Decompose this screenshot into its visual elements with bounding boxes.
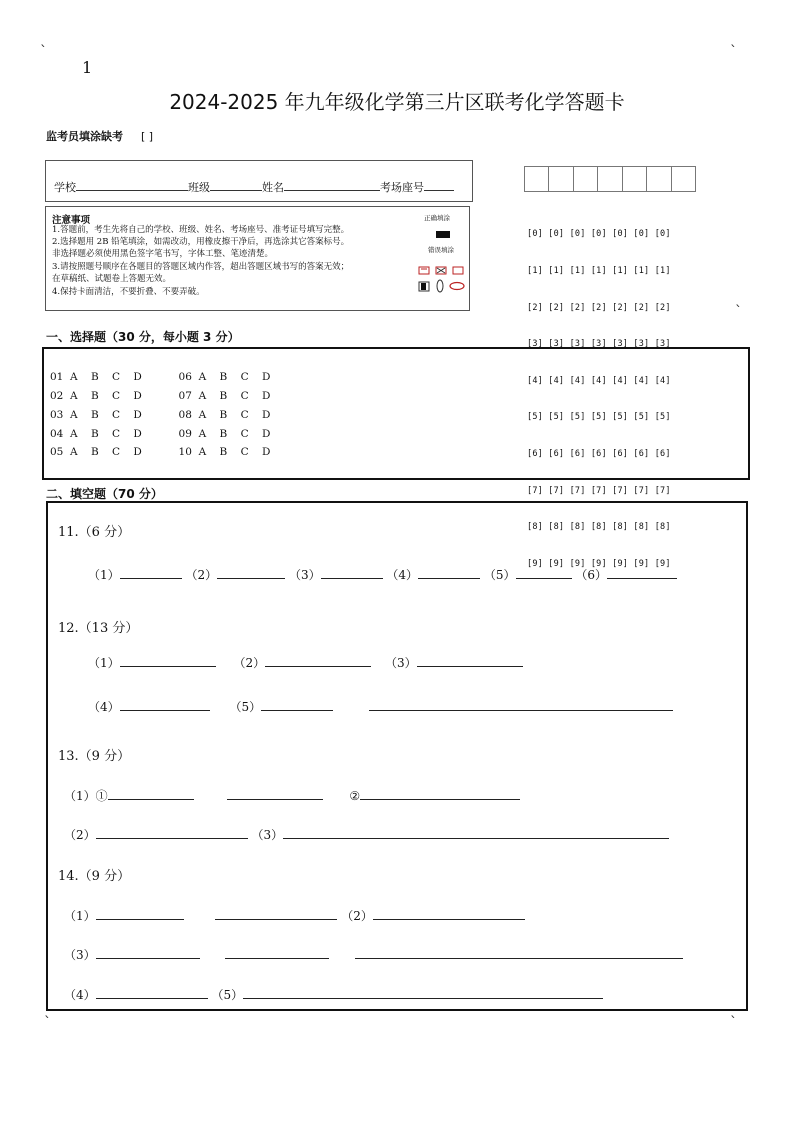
student-info-box [45,160,473,202]
question-14-title: 14.（9 分） [58,869,131,884]
answer-blank[interactable] [96,907,184,920]
correct-fill-sample [436,231,450,238]
name-label: 姓名 [262,181,284,194]
digit-row: [0] [0] [0] [0] [0] [0] [0] [527,229,671,240]
wrong-fill-label: 错误填涂 [428,246,454,254]
corner-mark: ˋ [730,44,737,60]
section1-heading: 一、选择题（30 分，每小题 3 分） [46,330,240,344]
answer-blank[interactable] [108,787,194,800]
digit-row: [3] [3] [3] [3] [3] [3] [3] [527,339,671,350]
note-line: 2.选择题用 2B 铅笔填涂，如需改动，用橡皮擦干净后，再选涂其它答案标号。 [52,237,350,247]
question-11-title: 11.（6 分） [58,525,131,540]
digit-row: [9] [9] [9] [9] [9] [9] [9] [527,558,671,569]
answer-blank[interactable] [473,698,673,711]
seat-label: 考场座号 [380,181,424,194]
exam-id-boxes[interactable] [524,166,696,192]
answer-blank[interactable] [360,787,520,800]
choice-row[interactable]: 04 A B C D 09 A B C D [50,428,271,440]
name-field[interactable] [284,180,380,191]
answer-blank[interactable] [373,907,525,920]
answer-blank[interactable] [120,566,182,579]
answer-blank[interactable] [96,826,248,839]
answer-blank[interactable] [217,566,285,579]
choice-row[interactable]: 05 A B C D 10 A B C D [50,446,271,458]
seat-field[interactable] [424,180,454,191]
note-line: 3.请按照题号顺序在各题目的答题区域内作答，超出答题区域书写的答案无效； [52,262,350,272]
answer-blank[interactable] [516,566,572,579]
answer-blank[interactable] [355,946,683,959]
question-12-row1: （1） （2） （3） [88,654,523,671]
question-14-row3: （4） （5） [64,986,603,1003]
correct-fill-label: 正确填涂 [424,214,450,222]
note-line: 非选择题必须使用黑色签字笔书写，字体工整、笔迹清楚。 [52,249,274,259]
school-label: 学校 [54,181,76,194]
digit-row: [6] [6] [6] [6] [6] [6] [6] [527,449,671,460]
digit-row: [4] [4] [4] [4] [4] [4] [4] [527,375,671,386]
answer-blank[interactable] [417,654,523,667]
page-number: 1 [82,58,93,77]
corner-mark: ˋ [735,304,742,320]
question-13-title: 13.（9 分） [58,749,131,764]
answer-blank[interactable] [607,566,677,579]
answer-blank[interactable] [261,698,333,711]
corner-mark: ˋ [730,1015,737,1031]
note-line: 4.保持卡面清洁，不要折叠、不要弄破。 [52,287,205,297]
class-field[interactable] [210,180,262,191]
answer-blank[interactable] [120,654,216,667]
question-12-title: 12.（13 分） [58,621,139,636]
proctor-bracket[interactable]: [ ] [141,130,154,143]
proctor-label: 监考员填涂缺考 [46,130,123,143]
digit-row: [2] [2] [2] [2] [2] [2] [2] [527,302,671,313]
proctor-absent-field [46,128,153,144]
wrong-fill-samples [408,265,468,299]
digit-row: [1] [1] [1] [1] [1] [1] [1] [527,266,671,277]
answer-blank[interactable] [418,566,480,579]
notes-heading: 注意事项 [52,215,91,226]
answer-blank[interactable] [120,698,210,711]
answer-blank[interactable] [265,654,371,667]
answer-blank[interactable] [215,907,337,920]
answer-blank[interactable] [243,986,603,999]
choice-row[interactable]: 02 A B C D 07 A B C D [50,390,271,402]
question-14-row2: （3） [64,946,683,963]
question-12-row2: （4） （5） [88,698,673,715]
question-13-row2: （2） （3） [64,826,669,843]
section2-heading: 二、填空题（70 分） [46,487,163,501]
answer-blank[interactable] [96,946,200,959]
question-11-answers: （1） （2） （3） （4） （5） （6） [88,566,677,583]
class-label: 班级 [188,181,210,194]
question-14-row1: （1） （2） [64,907,525,924]
answer-blank[interactable] [96,986,208,999]
answer-blank[interactable] [227,787,323,800]
choice-row[interactable]: 01 A B C D 06 A B C D [50,371,271,383]
question-13-row1: （1）① ② [64,787,520,804]
school-field[interactable] [76,180,188,191]
digit-row: [8] [8] [8] [8] [8] [8] [8] [527,522,671,533]
answer-blank[interactable] [225,946,329,959]
notes-box [45,206,470,311]
answer-blank[interactable] [369,698,473,711]
digit-row: [5] [5] [5] [5] [5] [5] [5] [527,412,671,423]
page-title: 2024-2025 年九年级化学第三片区联考化学答题卡 [169,90,625,114]
choice-row[interactable]: 03 A B C D 08 A B C D [50,409,271,421]
corner-mark: ˋ [44,1015,51,1031]
answer-blank[interactable] [321,566,383,579]
corner-mark: ˋ [40,44,47,60]
answer-blank[interactable] [283,826,669,839]
note-line: 1.答题前，考生先将自己的学校、班级、姓名、考场座号、准考证号填写完整。 [52,225,350,235]
note-line: 在草稿纸、试题卷上答题无效。 [52,274,172,284]
digit-row: [7] [7] [7] [7] [7] [7] [7] [527,485,671,496]
